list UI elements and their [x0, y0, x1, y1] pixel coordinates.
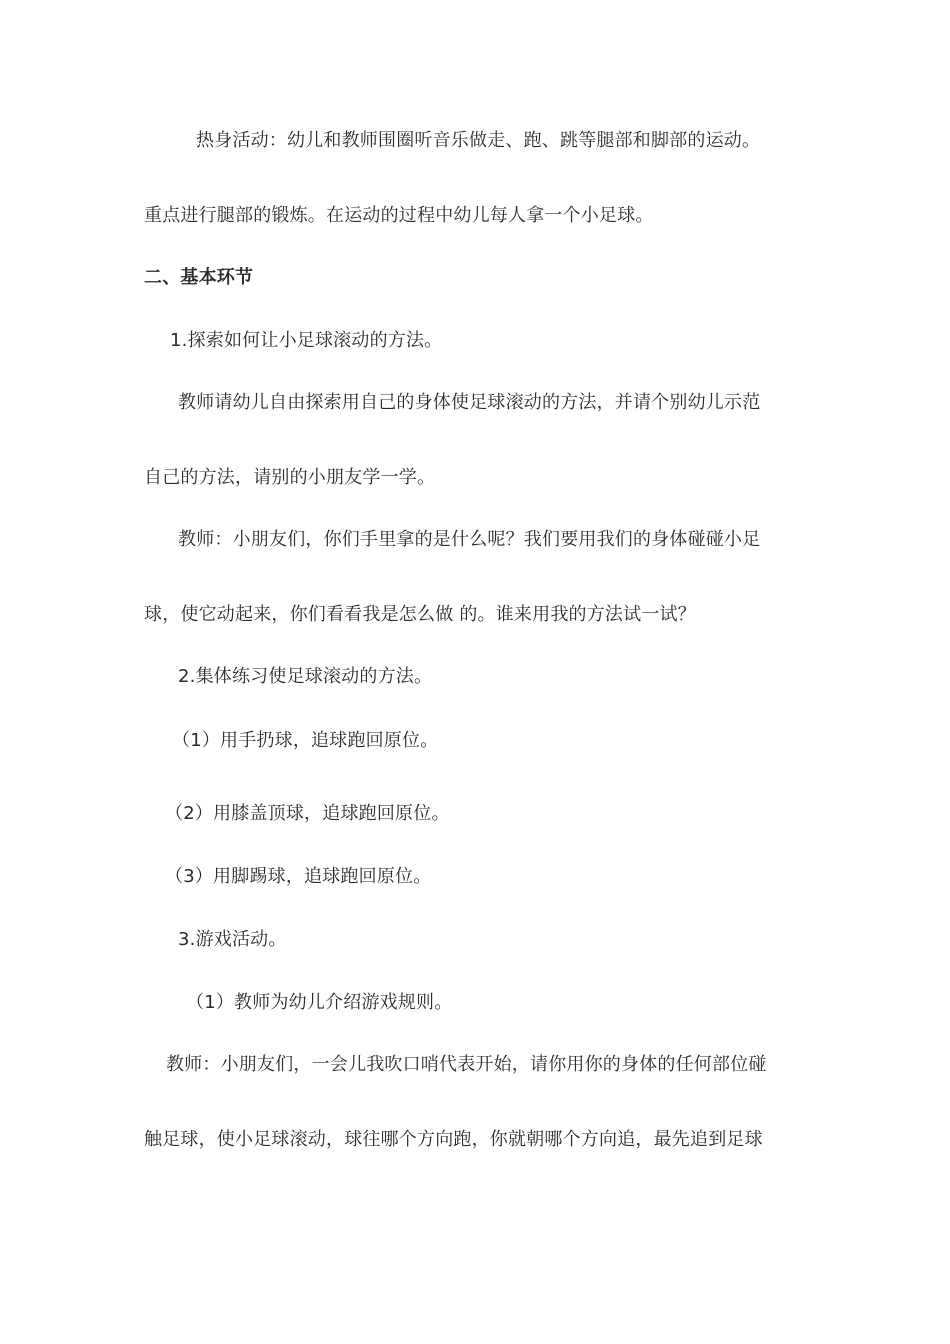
list-item-knee: （2）用膝盖顶球，追球跑回原位。: [165, 803, 450, 824]
section-heading-basic: 二、基本环节: [144, 267, 254, 288]
paragraph-teacher-line-1: 教师：小朋友们，你们手里拿的是什么呢？我们要用我们的身体碰碰小足: [178, 529, 761, 550]
paragraph-explore-line-2: 自己的方法，请别的小朋友学一学。: [144, 467, 436, 488]
paragraph-game-line-2: 触足球，使小足球滚动，球往哪个方向跑，你就朝哪个方向追，最先追到足球: [144, 1129, 763, 1150]
paragraph-explore-line-1: 教师请幼儿自由探索用自己的身体使足球滚动的方法，并请个别幼儿示范: [178, 392, 761, 413]
paragraph-warmup-line-1: 热身活动：幼儿和教师围圈听音乐做走、跑、跳等腿部和脚部的运动。: [196, 130, 761, 151]
subheading-game: 3.游戏活动。: [178, 929, 287, 950]
list-item-rules: （1）教师为幼儿介绍游戏规则。: [186, 992, 453, 1013]
list-item-hand: （1）用手扔球，追球跑回原位。: [172, 730, 439, 751]
subheading-explore: 1.探索如何让小足球滚动的方法。: [170, 330, 443, 351]
list-item-foot: （3）用脚踢球，追球跑回原位。: [165, 866, 432, 887]
paragraph-teacher-line-2: 球，使它动起来，你们看看我是怎么做 的。谁来用我的方法试一试？: [144, 604, 696, 625]
paragraph-warmup-line-2: 重点进行腿部的锻炼。在运动的过程中幼儿每人拿一个小足球。: [144, 205, 654, 226]
paragraph-game-line-1: 教师：小朋友们，一会儿我吹口哨代表开始，请你用你的身体的任何部位碰: [166, 1054, 767, 1075]
subheading-group-practice: 2.集体练习使足球滚动的方法。: [178, 666, 433, 687]
